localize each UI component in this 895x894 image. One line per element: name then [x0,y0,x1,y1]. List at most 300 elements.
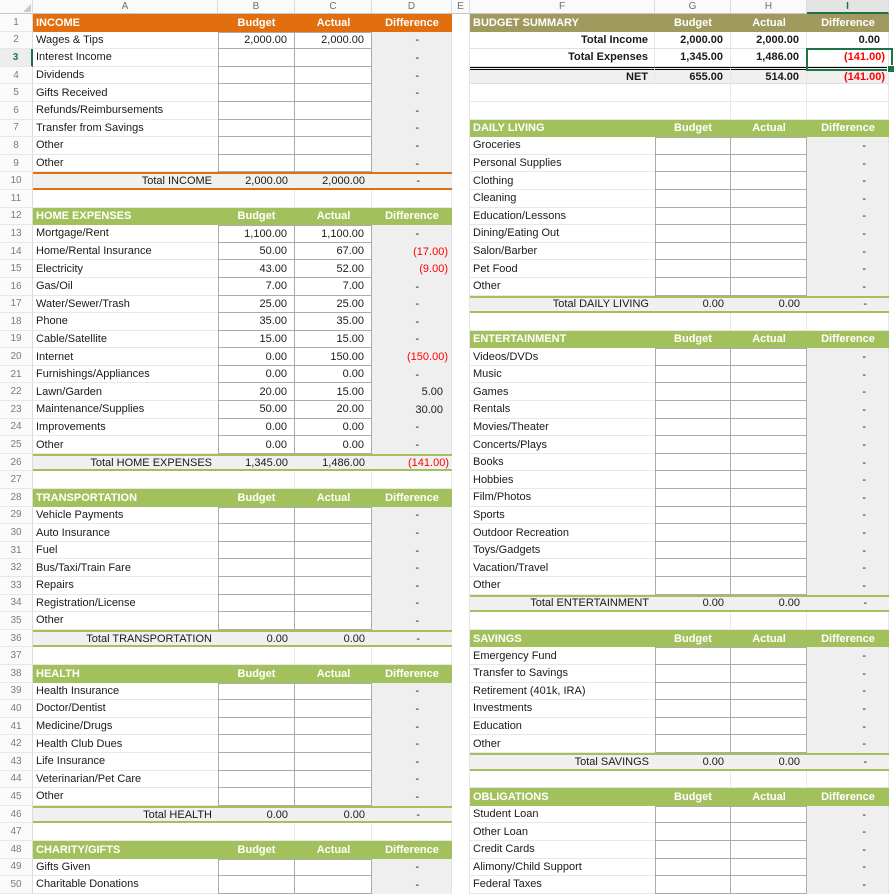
cell-D39[interactable]: - [372,683,452,701]
cell-B46[interactable]: 0.00 [218,806,295,824]
cell-B34[interactable] [218,595,295,613]
cell-D17[interactable]: - [372,296,452,314]
cell-H11[interactable] [731,190,807,208]
cell-G43[interactable]: 0.00 [655,753,731,771]
cell-E39[interactable] [452,683,470,701]
cell-I34[interactable]: - [807,595,889,613]
cell-B16[interactable]: 7.00 [218,278,295,296]
cell-E13[interactable] [452,225,470,243]
cell-H40[interactable] [731,700,807,718]
cell-B8[interactable] [218,137,295,155]
cell-A46[interactable]: Total HEALTH [33,806,218,824]
cell-B35[interactable] [218,612,295,630]
row-header-40[interactable]: 40 [0,700,33,718]
cell-G33[interactable] [655,577,731,595]
cell-C3[interactable] [295,49,372,67]
cell-C50[interactable] [295,876,372,894]
cell-D22[interactable]: 5.00 [372,383,452,401]
cell-B13[interactable]: 1,100.00 [218,225,295,243]
cell-B32[interactable] [218,559,295,577]
cell-D46[interactable]: - [372,806,452,824]
cell-A29[interactable]: Vehicle Payments [33,507,218,525]
cell-E22[interactable] [452,383,470,401]
cell-E10[interactable] [452,172,470,190]
cell-I2[interactable]: 0.00 [807,32,889,50]
section-title-transportation[interactable]: TRANSPORTATION [33,489,218,507]
cell-D3[interactable]: - [372,49,452,67]
cell-C7[interactable] [295,120,372,138]
cell-C5[interactable] [295,84,372,102]
cell-D34[interactable]: - [372,595,452,613]
cell-A8[interactable]: Other [33,137,218,155]
cell-G20[interactable] [655,348,731,366]
row-header-13[interactable]: 13 [0,225,33,243]
cell-I6[interactable] [807,102,889,120]
cell-F42[interactable]: Other [470,735,655,753]
cell-C38[interactable]: Actual [295,665,372,683]
cell-H32[interactable] [731,559,807,577]
row-header-23[interactable]: 23 [0,401,33,419]
row-header-43[interactable]: 43 [0,753,33,771]
cell-C15[interactable]: 52.00 [295,260,372,278]
cell-D36[interactable]: - [372,630,452,648]
cell-H7[interactable]: Actual [731,120,807,138]
cell-F34[interactable]: Total ENTERTAINMENT [470,595,655,613]
cell-A44[interactable]: Veterinarian/Pet Care [33,771,218,789]
row-header-21[interactable]: 21 [0,366,33,384]
cell-I25[interactable]: - [807,436,889,454]
cell-F39[interactable]: Retirement (401k, IRA) [470,683,655,701]
cell-F26[interactable]: Books [470,454,655,472]
cell-C41[interactable] [295,718,372,736]
cell-B42[interactable] [218,735,295,753]
cell-E1[interactable] [452,14,470,32]
cell-G38[interactable] [655,665,731,683]
cell-A45[interactable]: Other [33,788,218,806]
cell-I7[interactable]: Difference [807,120,889,138]
cell-I33[interactable]: - [807,577,889,595]
cell-B19[interactable]: 15.00 [218,331,295,349]
cell-I3[interactable]: (141.00) [807,49,889,67]
cell-D4[interactable]: - [372,67,452,85]
row-header-38[interactable]: 38 [0,665,33,683]
cell-A26[interactable]: Total HOME EXPENSES [33,454,218,472]
cell-F9[interactable]: Personal Supplies [470,155,655,173]
cell-G6[interactable] [655,102,731,120]
cell-A13[interactable]: Mortgage/Rent [33,225,218,243]
cell-C9[interactable] [295,155,372,173]
cell-H3[interactable]: 1,486.00 [731,49,807,67]
cell-H15[interactable] [731,260,807,278]
cell-G49[interactable] [655,859,731,877]
cell-F27[interactable]: Hobbies [470,471,655,489]
cell-A32[interactable]: Bus/Taxi/Train Fare [33,559,218,577]
cell-G24[interactable] [655,419,731,437]
cell-A39[interactable]: Health Insurance [33,683,218,701]
cell-B10[interactable]: 2,000.00 [218,172,295,190]
cell-C31[interactable] [295,542,372,560]
cell-H22[interactable] [731,383,807,401]
cell-C10[interactable]: 2,000.00 [295,172,372,190]
cell-D37[interactable] [372,647,452,665]
row-header-27[interactable]: 27 [0,471,33,489]
cell-G31[interactable] [655,542,731,560]
cell-I8[interactable]: - [807,137,889,155]
cell-D40[interactable]: - [372,700,452,718]
row-header-33[interactable]: 33 [0,577,33,595]
cell-F11[interactable]: Cleaning [470,190,655,208]
cell-A7[interactable]: Transfer from Savings [33,120,218,138]
cell-H26[interactable] [731,454,807,472]
cell-B4[interactable] [218,67,295,85]
row-header-46[interactable]: 46 [0,806,33,824]
cell-E28[interactable] [452,489,470,507]
cell-A21[interactable]: Furnishings/Appliances [33,366,218,384]
cell-E21[interactable] [452,366,470,384]
cell-I36[interactable]: Difference [807,630,889,648]
cell-C49[interactable] [295,859,372,877]
cell-D11[interactable] [372,190,452,208]
cell-H35[interactable] [731,612,807,630]
cell-A2[interactable]: Wages & Tips [33,32,218,50]
row-header-48[interactable]: 48 [0,841,33,859]
cell-C33[interactable] [295,577,372,595]
cell-E7[interactable] [452,120,470,138]
row-header-4[interactable]: 4 [0,67,33,85]
cell-B30[interactable] [218,524,295,542]
row-header-6[interactable]: 6 [0,102,33,120]
cell-I49[interactable]: - [807,859,889,877]
cell-F41[interactable]: Education [470,718,655,736]
cell-H33[interactable] [731,577,807,595]
cell-B31[interactable] [218,542,295,560]
cell-G5[interactable] [655,84,731,102]
cell-A41[interactable]: Medicine/Drugs [33,718,218,736]
row-header-3[interactable]: 3 [0,49,33,67]
cell-I20[interactable]: - [807,348,889,366]
cell-F16[interactable]: Other [470,278,655,296]
cell-A6[interactable]: Refunds/Reimbursements [33,102,218,120]
cell-A43[interactable]: Life Insurance [33,753,218,771]
cell-F20[interactable]: Videos/DVDs [470,348,655,366]
cell-F3[interactable]: Total Expenses [470,49,655,67]
cell-F33[interactable]: Other [470,577,655,595]
cell-I15[interactable]: - [807,260,889,278]
row-header-32[interactable]: 32 [0,559,33,577]
cell-E23[interactable] [452,401,470,419]
cell-D49[interactable]: - [372,859,452,877]
cell-I19[interactable]: Difference [807,331,889,349]
cell-D16[interactable]: - [372,278,452,296]
cell-I11[interactable]: - [807,190,889,208]
cell-E9[interactable] [452,155,470,173]
cell-G30[interactable] [655,524,731,542]
cell-C22[interactable]: 15.00 [295,383,372,401]
cell-H12[interactable] [731,208,807,226]
cell-A34[interactable]: Registration/License [33,595,218,613]
cell-A40[interactable]: Doctor/Dentist [33,700,218,718]
cell-H37[interactable] [731,647,807,665]
cell-A47[interactable] [33,823,218,841]
cell-H19[interactable]: Actual [731,331,807,349]
cell-C25[interactable]: 0.00 [295,436,372,454]
cell-C4[interactable] [295,67,372,85]
cell-B48[interactable]: Budget [218,841,295,859]
cell-G50[interactable] [655,876,731,894]
cell-E35[interactable] [452,612,470,630]
cell-B36[interactable]: 0.00 [218,630,295,648]
cell-I48[interactable]: - [807,841,889,859]
cell-B5[interactable] [218,84,295,102]
cell-G27[interactable] [655,471,731,489]
cell-B28[interactable]: Budget [218,489,295,507]
cell-G48[interactable] [655,841,731,859]
cell-E18[interactable] [452,313,470,331]
cell-H31[interactable] [731,542,807,560]
cell-E24[interactable] [452,419,470,437]
cell-G2[interactable]: 2,000.00 [655,32,731,50]
cell-I41[interactable]: - [807,718,889,736]
cell-F2[interactable]: Total Income [470,32,655,50]
cell-G1[interactable]: Budget [655,14,731,32]
cell-A22[interactable]: Lawn/Garden [33,383,218,401]
cell-G29[interactable] [655,507,731,525]
cell-F23[interactable]: Rentals [470,401,655,419]
cell-H25[interactable] [731,436,807,454]
cell-B12[interactable]: Budget [218,208,295,226]
cell-F44[interactable] [470,771,655,789]
row-header-20[interactable]: 20 [0,348,33,366]
cell-B6[interactable] [218,102,295,120]
cell-D45[interactable]: - [372,788,452,806]
cell-H21[interactable] [731,366,807,384]
row-header-8[interactable]: 8 [0,137,33,155]
cell-D15[interactable]: (9.00) [372,260,452,278]
cell-F8[interactable]: Groceries [470,137,655,155]
row-header-45[interactable]: 45 [0,788,33,806]
cell-C40[interactable] [295,700,372,718]
cell-F38[interactable]: Transfer to Savings [470,665,655,683]
cell-F47[interactable]: Other Loan [470,823,655,841]
cell-I14[interactable]: - [807,243,889,261]
row-header-7[interactable]: 7 [0,120,33,138]
cell-D33[interactable]: - [372,577,452,595]
cell-G4[interactable]: 655.00 [655,67,731,85]
cell-C14[interactable]: 67.00 [295,243,372,261]
cell-B20[interactable]: 0.00 [218,348,295,366]
cell-D30[interactable]: - [372,524,452,542]
cell-E41[interactable] [452,718,470,736]
cell-H8[interactable] [731,137,807,155]
cell-E15[interactable] [452,260,470,278]
row-header-2[interactable]: 2 [0,32,33,50]
cell-C23[interactable]: 20.00 [295,401,372,419]
cell-A16[interactable]: Gas/Oil [33,278,218,296]
cell-H48[interactable] [731,841,807,859]
cell-F50[interactable]: Federal Taxes [470,876,655,894]
cell-D6[interactable]: - [372,102,452,120]
cell-I43[interactable]: - [807,753,889,771]
cell-F22[interactable]: Games [470,383,655,401]
cell-F15[interactable]: Pet Food [470,260,655,278]
row-header-28[interactable]: 28 [0,489,33,507]
cell-C8[interactable] [295,137,372,155]
cell-E49[interactable] [452,859,470,877]
cell-C28[interactable]: Actual [295,489,372,507]
cell-H30[interactable] [731,524,807,542]
cell-H34[interactable]: 0.00 [731,595,807,613]
cell-G21[interactable] [655,366,731,384]
cell-D50[interactable]: - [372,876,452,894]
cell-B21[interactable]: 0.00 [218,366,295,384]
cell-E27[interactable] [452,471,470,489]
row-header-47[interactable]: 47 [0,823,33,841]
cell-E37[interactable] [452,647,470,665]
cell-D44[interactable]: - [372,771,452,789]
cell-A33[interactable]: Repairs [33,577,218,595]
cell-A15[interactable]: Electricity [33,260,218,278]
cell-F25[interactable]: Concerts/Plays [470,436,655,454]
cell-E34[interactable] [452,595,470,613]
cell-G19[interactable]: Budget [655,331,731,349]
cell-D31[interactable]: - [372,542,452,560]
cell-B33[interactable] [218,577,295,595]
row-header-41[interactable]: 41 [0,718,33,736]
cell-A24[interactable]: Improvements [33,419,218,437]
section-title-savings[interactable]: SAVINGS [470,630,655,648]
cell-E20[interactable] [452,348,470,366]
row-header-14[interactable]: 14 [0,243,33,261]
cell-I40[interactable]: - [807,700,889,718]
row-header-19[interactable]: 19 [0,331,33,349]
cell-I29[interactable]: - [807,507,889,525]
cell-E33[interactable] [452,577,470,595]
cell-B50[interactable] [218,876,295,894]
cell-C39[interactable] [295,683,372,701]
cell-I39[interactable]: - [807,683,889,701]
cell-D27[interactable] [372,471,452,489]
cell-F21[interactable]: Music [470,366,655,384]
cell-B1[interactable]: Budget [218,14,295,32]
cell-E6[interactable] [452,102,470,120]
cell-F32[interactable]: Vacation/Travel [470,559,655,577]
cell-G45[interactable]: Budget [655,788,731,806]
section-title-health[interactable]: HEALTH [33,665,218,683]
cell-H23[interactable] [731,401,807,419]
cell-F13[interactable]: Dining/Eating Out [470,225,655,243]
cell-G25[interactable] [655,436,731,454]
cell-I21[interactable]: - [807,366,889,384]
select-all-corner[interactable] [0,0,33,14]
cell-I10[interactable]: - [807,172,889,190]
cell-F31[interactable]: Toys/Gadgets [470,542,655,560]
cell-E50[interactable] [452,876,470,894]
cell-C19[interactable]: 15.00 [295,331,372,349]
cell-A18[interactable]: Phone [33,313,218,331]
cell-D7[interactable]: - [372,120,452,138]
cell-I13[interactable]: - [807,225,889,243]
cell-G44[interactable] [655,771,731,789]
cell-A17[interactable]: Water/Sewer/Trash [33,296,218,314]
cell-E14[interactable] [452,243,470,261]
cell-G40[interactable] [655,700,731,718]
cell-D14[interactable]: (17.00) [372,243,452,261]
row-header-35[interactable]: 35 [0,612,33,630]
cell-G13[interactable] [655,225,731,243]
cell-A37[interactable] [33,647,218,665]
cell-F18[interactable] [470,313,655,331]
cell-D26[interactable]: (141.00) [372,454,452,472]
cell-H47[interactable] [731,823,807,841]
cell-G8[interactable] [655,137,731,155]
cell-H27[interactable] [731,471,807,489]
row-header-31[interactable]: 31 [0,542,33,560]
cell-D29[interactable]: - [372,507,452,525]
cell-F10[interactable]: Clothing [470,172,655,190]
cell-I24[interactable]: - [807,419,889,437]
cell-F24[interactable]: Movies/Theater [470,419,655,437]
cell-E46[interactable] [452,806,470,824]
col-header-A[interactable]: A [33,0,218,14]
cell-I23[interactable]: - [807,401,889,419]
row-header-49[interactable]: 49 [0,859,33,877]
row-header-37[interactable]: 37 [0,647,33,665]
cell-I18[interactable] [807,313,889,331]
cell-E16[interactable] [452,278,470,296]
cell-I46[interactable]: - [807,806,889,824]
cell-D13[interactable]: - [372,225,452,243]
cell-E29[interactable] [452,507,470,525]
cell-D5[interactable]: - [372,84,452,102]
cell-A27[interactable] [33,471,218,489]
cell-I9[interactable]: - [807,155,889,173]
section-title-daily-living[interactable]: DAILY LIVING [470,120,655,138]
cell-F5[interactable] [470,84,655,102]
cell-E2[interactable] [452,32,470,50]
cell-E43[interactable] [452,753,470,771]
cell-G41[interactable] [655,718,731,736]
cell-G42[interactable] [655,735,731,753]
cell-D43[interactable]: - [372,753,452,771]
cell-E8[interactable] [452,137,470,155]
cell-G17[interactable]: 0.00 [655,296,731,314]
cell-I38[interactable]: - [807,665,889,683]
cell-F6[interactable] [470,102,655,120]
cell-I45[interactable]: Difference [807,788,889,806]
cell-D20[interactable]: (150.00) [372,348,452,366]
cell-G7[interactable]: Budget [655,120,731,138]
row-header-17[interactable]: 17 [0,296,33,314]
cell-C18[interactable]: 35.00 [295,313,372,331]
row-header-16[interactable]: 16 [0,278,33,296]
section-title-budget-summary[interactable]: BUDGET SUMMARY [470,14,655,32]
cell-G26[interactable] [655,454,731,472]
cell-A49[interactable]: Gifts Given [33,859,218,877]
cell-I47[interactable]: - [807,823,889,841]
cell-B9[interactable] [218,155,295,173]
cell-A5[interactable]: Gifts Received [33,84,218,102]
cell-B49[interactable] [218,859,295,877]
cell-H38[interactable] [731,665,807,683]
cell-A31[interactable]: Fuel [33,542,218,560]
cell-F14[interactable]: Salon/Barber [470,243,655,261]
cell-B37[interactable] [218,647,295,665]
cell-A35[interactable]: Other [33,612,218,630]
cell-B40[interactable] [218,700,295,718]
cell-I28[interactable]: - [807,489,889,507]
row-header-26[interactable]: 26 [0,454,33,472]
cell-A42[interactable]: Health Club Dues [33,735,218,753]
